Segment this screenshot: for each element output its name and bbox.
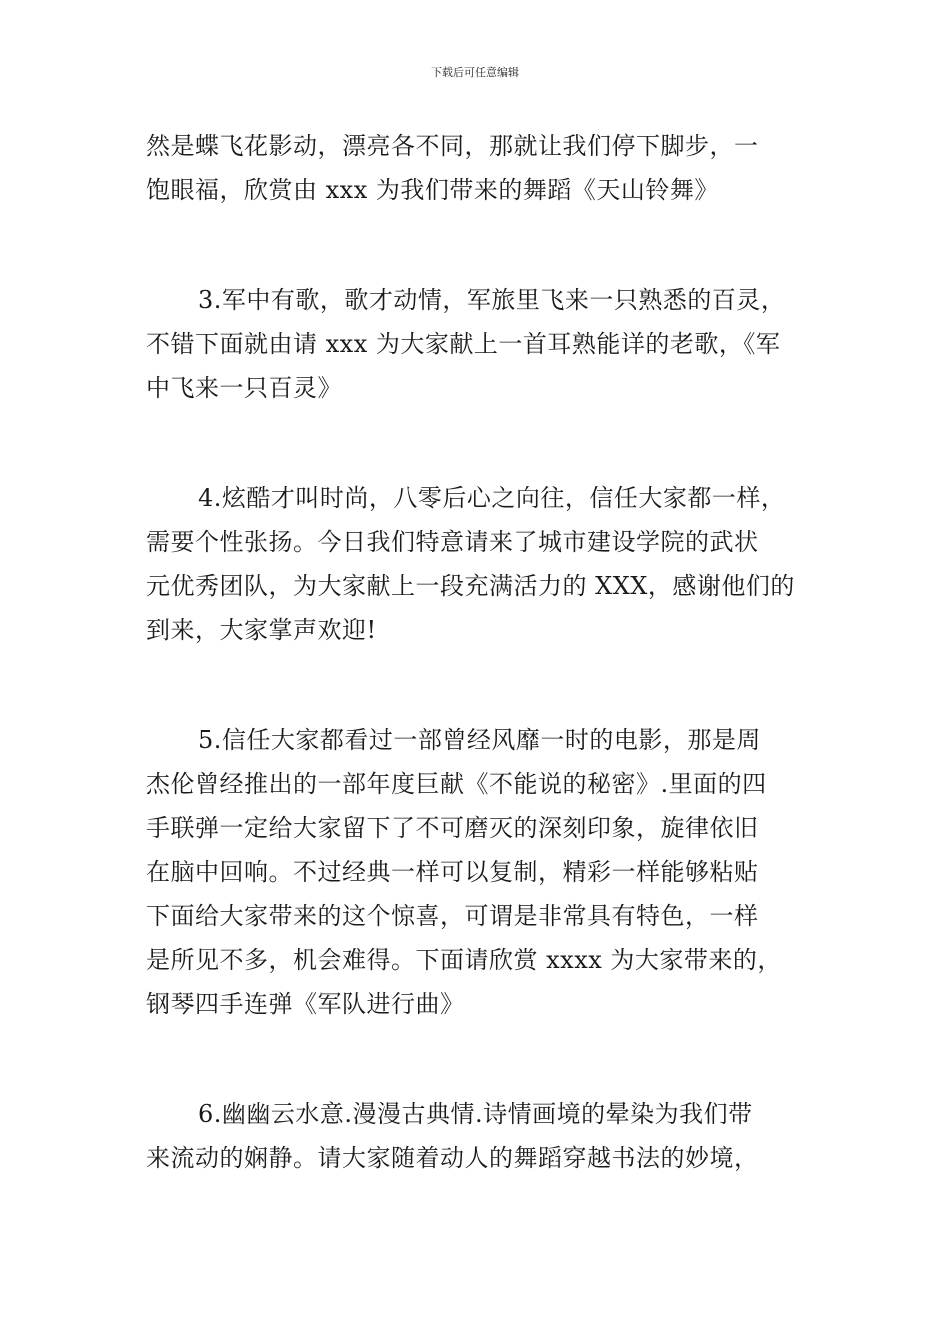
paragraph-item-3 [146, 278, 810, 410]
text-line: 在脑中回响。不过经典一样可以复制，精彩一样能够粘贴 [146, 858, 759, 886]
text-line: 需要个性张扬。今日我们特意请来了城市建设学院的武状 [146, 528, 759, 556]
text-line: 杰伦曾经推出的一部年度巨献《不能说的秘密》.里面的四 [146, 770, 767, 798]
page-header: 下载后可任意编辑 [431, 66, 519, 79]
paragraph-gap [146, 410, 810, 476]
text-line: 然是蝶飞花影动，漂亮各不同，那就让我们停下脚步，一 [146, 132, 759, 160]
text-line: 5.信任大家都看过一部曾经风靡一时的电影，那是周 [198, 726, 761, 754]
paragraph-continuation [146, 124, 810, 212]
paragraph-item-5 [146, 718, 810, 1026]
paragraph-item-4 [146, 476, 810, 652]
text-line: 不错下面就由请 xxx 为大家献上一首耳熟能详的老歌，《军 [146, 330, 781, 358]
text-line: 饱眼福，欣赏由 xxx 为我们带来的舞蹈《天山铃舞》 [146, 176, 719, 204]
text-line: 是所见不多，机会难得。下面请欣赏 xxxx 为大家带来的， [146, 946, 782, 974]
paragraph-gap [146, 652, 810, 718]
paragraph-gap [146, 1026, 810, 1092]
text-line: 4.炫酷才叫时尚，八零后心之向往，信任大家都一样， [198, 484, 786, 512]
text-line: 来流动的娴静。请大家随着动人的舞蹈穿越书法的妙境， [146, 1144, 759, 1172]
text-line: 下面给大家带来的这个惊喜，可谓是非常具有特色，一样 [146, 902, 759, 930]
paragraph-gap [146, 212, 810, 278]
text-line: 到来，大家掌声欢迎! [146, 616, 377, 644]
text-line: 6.幽幽云水意.漫漫古典情.诗情画境的晕染为我们带 [198, 1100, 753, 1128]
document-body [146, 124, 810, 1180]
paragraph-item-6 [146, 1092, 810, 1180]
text-line: 钢琴四手连弹《军队进行曲》 [146, 990, 465, 1018]
text-line: 手联弹一定给大家留下了不可磨灭的深刻印象，旋律依旧 [146, 814, 759, 842]
text-line: 中飞来一只百灵》 [146, 374, 342, 402]
text-line: 3.军中有歌，歌才动情，军旅里飞来一只熟悉的百灵， [198, 286, 786, 314]
text-line: 元优秀团队，为大家献上一段充满活力的 XXX，感谢他们的 [146, 572, 795, 600]
